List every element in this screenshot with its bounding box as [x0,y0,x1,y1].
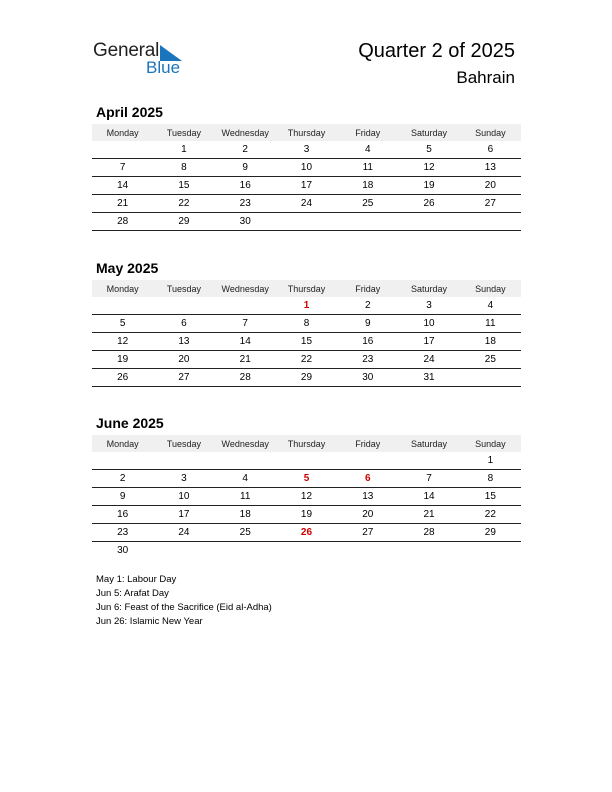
logo-text-blue: Blue [146,58,181,77]
day-cell [460,542,521,560]
day-cell: 28 [92,213,153,231]
day-cell: 19 [92,351,153,369]
day-cell: 24 [276,195,337,213]
day-cell [92,452,153,470]
holiday-list [96,573,272,629]
day-cell: 5 [398,141,459,159]
day-cell: 4 [215,470,276,488]
generalblue-logo [93,40,193,80]
month-june [92,415,521,559]
day-cell: 6 [460,141,521,159]
day-cell: 11 [337,159,398,177]
weekday-header: Saturday [398,280,459,297]
day-cell: 18 [460,333,521,351]
day-cell [92,141,153,159]
day-cell: 21 [92,195,153,213]
calendar-table [92,280,521,387]
weekday-header: Thursday [276,435,337,452]
day-cell [153,297,214,315]
page-title: Quarter 2 of 2025 [358,40,515,62]
day-cell [398,213,459,231]
weekday-header: Friday [337,124,398,141]
day-cell: 9 [215,159,276,177]
day-cell: 16 [92,506,153,524]
day-cell: 10 [398,315,459,333]
weekday-header: Wednesday [215,280,276,297]
day-cell: 1 [276,297,337,315]
weekday-header: Tuesday [153,124,214,141]
week-row [92,315,521,333]
day-cell: 10 [276,159,337,177]
day-cell [337,213,398,231]
day-cell [337,452,398,470]
day-cell: 26 [276,524,337,542]
day-cell: 31 [398,369,459,387]
day-cell [398,452,459,470]
day-cell: 23 [92,524,153,542]
day-cell: 13 [337,488,398,506]
day-cell: 6 [153,315,214,333]
day-cell: 21 [215,351,276,369]
day-cell [276,213,337,231]
holiday-item: May 1: Labour Day [96,574,177,585]
day-cell: 30 [117,545,129,556]
holiday-item: Jun 26: Islamic New Year [96,616,203,627]
day-cell: 2 [337,297,398,315]
weekday-header: Thursday [276,124,337,141]
day-cell: 27 [337,524,398,542]
weekday-header: Thursday [276,280,337,297]
day-cell: 17 [398,333,459,351]
day-cell: 23 [215,195,276,213]
day-cell: 18 [215,506,276,524]
week-row [92,524,521,542]
weekday-header: Wednesday [215,124,276,141]
day-cell [398,542,459,560]
day-cell [153,542,214,560]
day-cell: 20 [337,506,398,524]
day-cell: 19 [276,506,337,524]
weekday-header: Wednesday [215,435,276,452]
month-title: June 2025 [96,415,164,431]
day-cell [337,542,398,560]
day-cell: 13 [153,333,214,351]
week-row [92,506,521,524]
day-cell: 10 [153,488,214,506]
day-cell [460,213,521,231]
day-cell: 23 [337,351,398,369]
day-cell: 5 [276,470,337,488]
day-cell: 6 [337,470,398,488]
day-cell: 25 [460,351,521,369]
day-cell: 2 [92,470,153,488]
week-row [92,488,521,506]
day-cell: 22 [460,506,521,524]
day-cell [460,369,521,387]
day-cell: 20 [460,177,521,195]
day-cell: 25 [337,195,398,213]
month-april [92,104,521,231]
day-cell: 24 [398,351,459,369]
day-cell: 14 [215,333,276,351]
day-cell: 12 [92,333,153,351]
weekday-header: Saturday [398,435,459,452]
week-row [92,542,521,560]
day-cell: 9 [92,488,153,506]
day-cell: 22 [276,351,337,369]
day-cell [276,542,337,560]
day-cell: 12 [398,159,459,177]
day-cell: 8 [460,470,521,488]
day-cell: 11 [215,488,276,506]
day-cell: 25 [215,524,276,542]
country-name: Bahrain [456,68,515,87]
weekday-header: Sunday [460,124,521,141]
day-cell: 26 [398,195,459,213]
day-cell: 13 [460,159,521,177]
holiday-item: Jun 5: Arafat Day [96,588,169,599]
day-cell [92,297,153,315]
day-cell: 11 [460,315,521,333]
day-cell: 29 [460,524,521,542]
month-may [92,260,521,387]
day-cell: 27 [460,195,521,213]
day-cell: 1 [460,452,521,470]
day-cell: 22 [153,195,214,213]
day-cell: 7 [215,315,276,333]
logo-text-general: General [93,40,160,61]
day-cell: 28 [215,369,276,387]
weekday-header: Monday [92,280,153,297]
week-row [92,141,521,159]
weekday-header: Friday [337,435,398,452]
month-title: April 2025 [96,104,163,120]
day-cell: 17 [276,177,337,195]
day-cell: 30 [215,213,276,231]
day-cell: 8 [153,159,214,177]
day-cell: 8 [276,315,337,333]
day-cell: 30 [337,369,398,387]
day-cell: 19 [398,177,459,195]
week-row [92,351,521,369]
day-cell: 3 [153,470,214,488]
week-row [92,369,521,387]
day-cell [276,452,337,470]
week-row [92,159,521,177]
day-cell: 20 [153,351,214,369]
holiday-item: Jun 6: Feast of the Sacrifice (Eid al-Adha) [96,602,272,613]
week-row [92,470,521,488]
day-cell: 2 [215,141,276,159]
day-cell: 16 [215,177,276,195]
day-cell: 7 [92,159,153,177]
week-row [92,195,521,213]
weekday-header: Monday [92,124,153,141]
day-cell [215,297,276,315]
week-row [92,452,521,470]
day-cell: 4 [460,297,521,315]
day-cell: 18 [337,177,398,195]
day-cell: 21 [398,506,459,524]
day-cell: 15 [153,177,214,195]
day-cell: 17 [153,506,214,524]
day-cell: 26 [92,369,153,387]
day-cell [215,542,276,560]
day-cell: 15 [460,488,521,506]
week-row [92,177,521,195]
weekday-header: Sunday [460,280,521,297]
weekday-header: Friday [337,280,398,297]
day-cell: 4 [337,141,398,159]
day-cell: 29 [276,369,337,387]
day-cell: 27 [153,369,214,387]
day-cell [153,452,214,470]
day-cell: 3 [398,297,459,315]
weekday-header: Sunday [460,435,521,452]
day-cell: 16 [337,333,398,351]
calendar-table [92,124,521,231]
day-cell: 3 [276,141,337,159]
weekday-header: Monday [92,435,153,452]
weekday-header: Saturday [398,124,459,141]
day-cell: 9 [337,315,398,333]
week-row [92,213,521,231]
day-cell [215,452,276,470]
day-cell: 7 [398,470,459,488]
day-cell: 5 [92,315,153,333]
week-row [92,333,521,351]
day-cell: 29 [153,213,214,231]
day-cell: 24 [153,524,214,542]
day-cell: 28 [398,524,459,542]
month-title: May 2025 [96,260,159,276]
day-cell: 12 [276,488,337,506]
calendar-table [92,435,521,559]
week-row [92,297,521,315]
weekday-header: Tuesday [153,280,214,297]
day-cell: 14 [92,177,153,195]
day-cell: 14 [398,488,459,506]
day-cell: 15 [276,333,337,351]
day-cell: 1 [153,141,214,159]
weekday-header: Tuesday [153,435,214,452]
